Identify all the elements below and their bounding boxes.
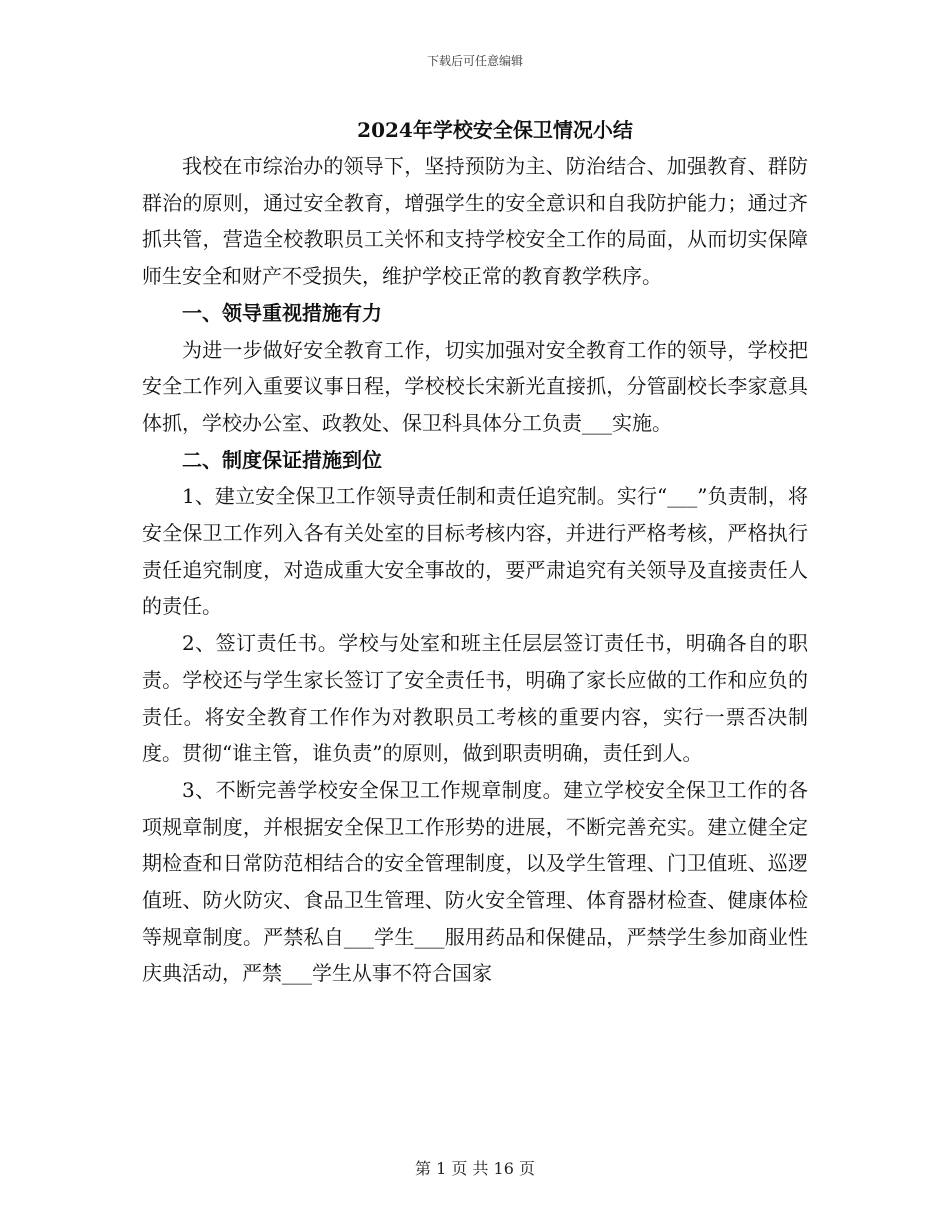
header-note: 下载后可任意编辑: [426, 54, 523, 68]
section-heading-system: 二、制度保证措施到位: [182, 447, 382, 472]
page-number: 第 1 页 共 16 页: [415, 1159, 535, 1178]
system-item-3: 3、不断完善学校安全保卫工作规章制度。建立学校安全保卫工作的各项规章制度，并根据安全保卫工作形势的进展，不断完善充实。建立健全定期检查和日常防范相结合的安全管理制度，以及学生管理、门卫值班、巡逻值班、防火防灾、食品卫生管理、防火安全管理、体育器材检查、健康体检等规章制度。严禁私自___学生___服用药品和保健品，严禁学生参加商业性庆典活动，严禁___学生从事不符合国家: [142, 777, 808, 986]
document-title: 2024年学校安全保卫情况小结: [357, 118, 633, 142]
section-heading-leadership: 一、领导重视措施有力: [182, 300, 382, 325]
intro-paragraph: 我校在市综治办的领导下，坚持预防为主、防治结合、加强教育、群防群治的原则，通过安全教育，增强学生的安全意识和自我防护能力；通过齐抓共管，营造全校教职员工关怀和支持学校安全工作的局面，从而切实保障师生安全和财产不受损失，维护学校正常的教育教学秩序。: [142, 154, 808, 289]
system-item-2: 2、签订责任书。学校与处室和班主任层层签订责任书，明确各自的职责。学校还与学生家长签订了安全责任书，明确了家长应做的工作和应负的责任。将安全教育工作作为对教职员工考核的重要内容，实行一票否决制度。贯彻“谁主管，谁负责”的原则，做到职责明确，责任到人。: [142, 631, 808, 766]
system-item-1: 1、建立安全保卫工作领导责任制和责任追究制。实行“___”负责制，将安全保卫工作列入各有关处室的目标考核内容，并进行严格考核，严格执行责任追究制度，对造成重大安全事故的，要严肃追究有关领导及直接责任人的责任。: [142, 484, 808, 619]
leadership-paragraph: 为进一步做好安全教育工作，切实加强对安全教育工作的领导，学校把安全工作列入重要议事日程，学校校长宋新光直接抓，分管副校长李家意具体抓，学校办公室、政教处、保卫科具体分工负责___实施。: [142, 337, 808, 435]
document-body: [142, 112, 808, 992]
